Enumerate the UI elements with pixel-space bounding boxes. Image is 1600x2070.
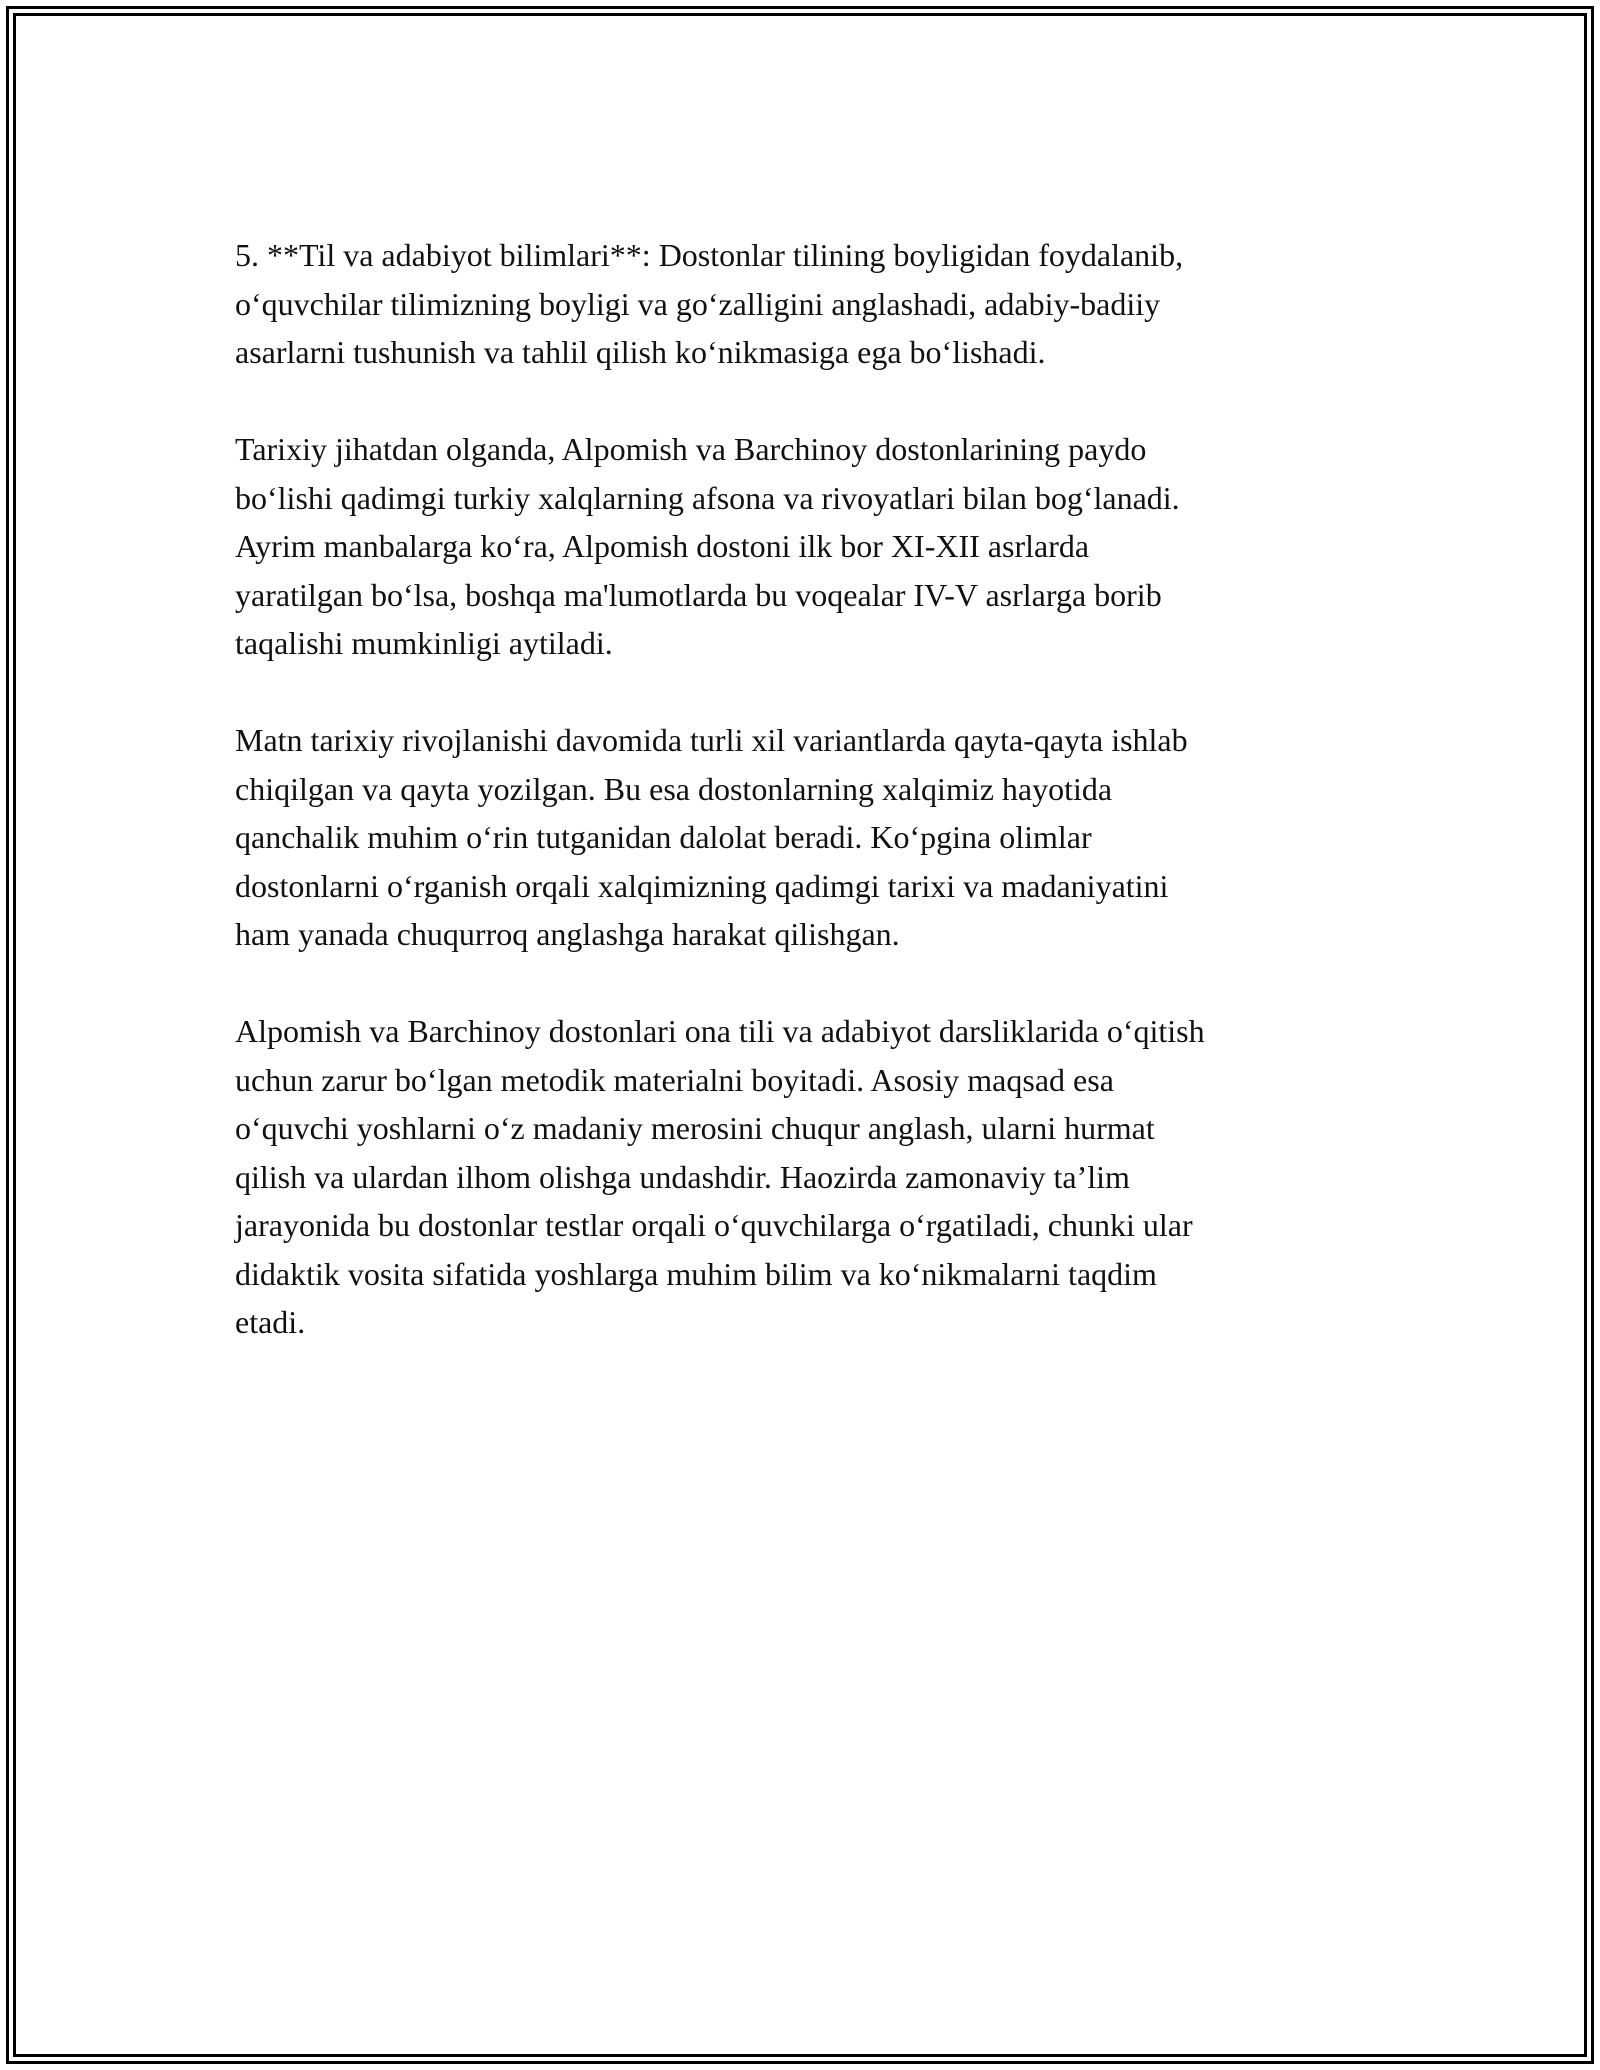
paragraph-language-literature: 5. **Til va adabiyot bilimlari**: Dostonlar tilining boyligidan foydalanib, o‘quvchilar tilimizning boyligi va go‘zalligini anglashadi, adabiy-badiiy asarlarni tushunish va tahlil qilish ko‘nikmasiga ega bo‘lishadi. <box>235 237 1184 370</box>
paragraph-historical-origin: Tarixiy jihatdan olganda, Alpomish va Barchinoy dostonlarining paydo bo‘lishi qadimgi turkiy xalqlarning afsona va rivoyatlari bilan bog‘lanadi. Ayrim manbalarga ko‘ra, Alpomish dostoni ilk bor XI-XII asrlarda yaratilgan bo‘lsa, boshqa ma'lumotlarda bu voqealar IV-V asrlarga borib taqalishi mumkinligi aytiladi. <box>235 431 1180 661</box>
paragraph-text-development: Matn tarixiy rivojlanishi davomida turli xil variantlarda qayta-qayta ishlab chiqilgan va qayta yozilgan. Bu esa dostonlarning xalqimiz hayotida qanchalik muhim o‘rin tutganidan dalolat beradi. Ko‘pgina olimlar dostonlarni o‘rganish orqali xalqimizning qadimgi tarixi va madaniyatini ham yanada chuqurroq anglashga harakat qilishgan. <box>235 722 1188 952</box>
paragraph-teaching-purpose: Alpomish va Barchinoy dostonlari ona tili va adabiyot darsliklarida o‘qitish uchun zarur bo‘lgan metodik materialni boyitadi. Asosiy maqsad esa o‘quvchi yoshlarni o‘z madaniy merosini chuqur anglash, ularni hurmat qilish va ulardan ilhom olishga undashdir. Haozirda zamonaviy ta’lim jarayonida bu dostonlar testlar orqali o‘quvchilarga o‘rgatiladi, chunki ular didaktik vosita sifatida yoshlarga muhim bilim va ko‘nikmalarni taqdim etadi. <box>235 1013 1205 1340</box>
document-body <box>235 231 1365 1395</box>
